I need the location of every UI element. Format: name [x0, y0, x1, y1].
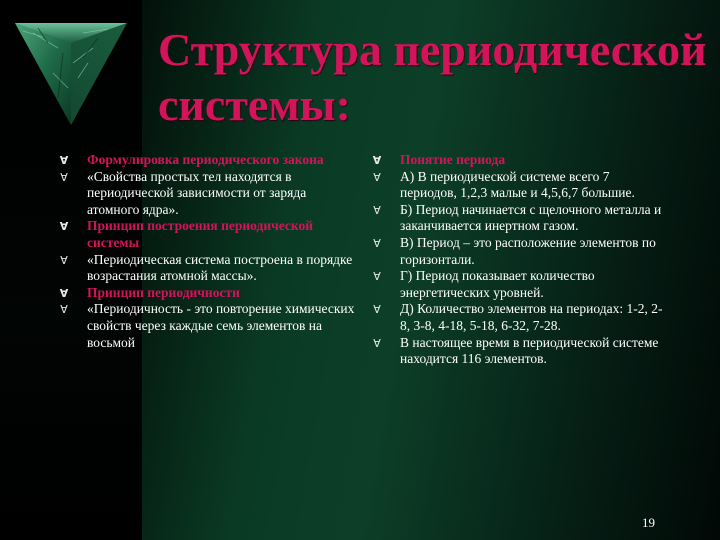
- for-all-bullet-icon: ∀: [372, 154, 382, 167]
- left-bullet-list: [57, 152, 357, 351]
- page-number: 19: [642, 515, 655, 530]
- list-item: [370, 202, 666, 235]
- list-item-text: Д) Количество элементов на периодах: 1-2, 2-8, 3-8, 4-18, 5-18, 6-32, 7-28.: [400, 301, 663, 333]
- list-item-text: Б) Период начинается с щелочного металла и заканчивается инертном газом.: [400, 201, 662, 234]
- list-item-text: «Периодическая система построена в порядке возрастания атомной массы».: [87, 251, 353, 284]
- for-all-bullet-icon: ∀: [60, 170, 68, 184]
- list-item-text: «Свойства простых тел находятся в периодической зависимости от заряда атомного ядра».: [87, 168, 307, 217]
- list-item: [370, 301, 666, 334]
- list-item-text: Формулировка периодического закона: [87, 152, 324, 167]
- for-all-bullet-icon: ∀: [60, 303, 68, 317]
- for-all-bullet-icon: ∀: [59, 220, 69, 234]
- list-item-text: А) В периодической системе всего 7 периодов, 1,2,3 малые и 4,5,6,7 большие.: [400, 168, 635, 201]
- slide-title: Структура периодической системы:: [158, 24, 707, 130]
- right-bullet-list: [370, 152, 666, 368]
- for-all-bullet-icon: ∀: [373, 170, 381, 184]
- list-item-text: Г) Период показывает количество энергетических уровней.: [400, 268, 595, 300]
- list-item: [370, 169, 666, 202]
- list-item: [370, 268, 666, 301]
- for-all-bullet-icon: ∀: [373, 236, 381, 250]
- for-all-bullet-icon: ∀: [373, 303, 381, 317]
- list-item-text: Принцип периодичности: [87, 284, 240, 300]
- list-item: [370, 152, 666, 169]
- for-all-bullet-icon: ∀: [373, 203, 381, 217]
- for-all-bullet-icon: ∀: [373, 270, 381, 284]
- list-item: [370, 335, 666, 368]
- list-item: [57, 152, 357, 169]
- green-marble-triangle-logo: [13, 3, 129, 127]
- list-item-text: «Периодичность - это повторение химических свойств через каждые семь элементов на восьмой: [87, 301, 355, 350]
- list-item: [57, 285, 357, 302]
- for-all-bullet-icon: ∀: [59, 154, 69, 167]
- list-item: [370, 235, 666, 268]
- list-item: [57, 301, 357, 351]
- list-item: [57, 252, 357, 285]
- list-item-text: В) Период – это расположение элементов по горизонтали.: [400, 234, 656, 267]
- list-item: [57, 218, 357, 251]
- for-all-bullet-icon: ∀: [60, 253, 68, 267]
- for-all-bullet-icon: ∀: [59, 286, 69, 300]
- list-item: [57, 169, 357, 219]
- list-item-text: Принцип построения периодической системы: [87, 218, 313, 250]
- for-all-bullet-icon: ∀: [373, 336, 381, 350]
- list-item-text: Понятие периода: [400, 152, 506, 167]
- left-column: [57, 152, 357, 351]
- right-column: [370, 152, 666, 368]
- list-item-text: В настоящее время в периодической системе находится 116 элементов.: [400, 334, 659, 367]
